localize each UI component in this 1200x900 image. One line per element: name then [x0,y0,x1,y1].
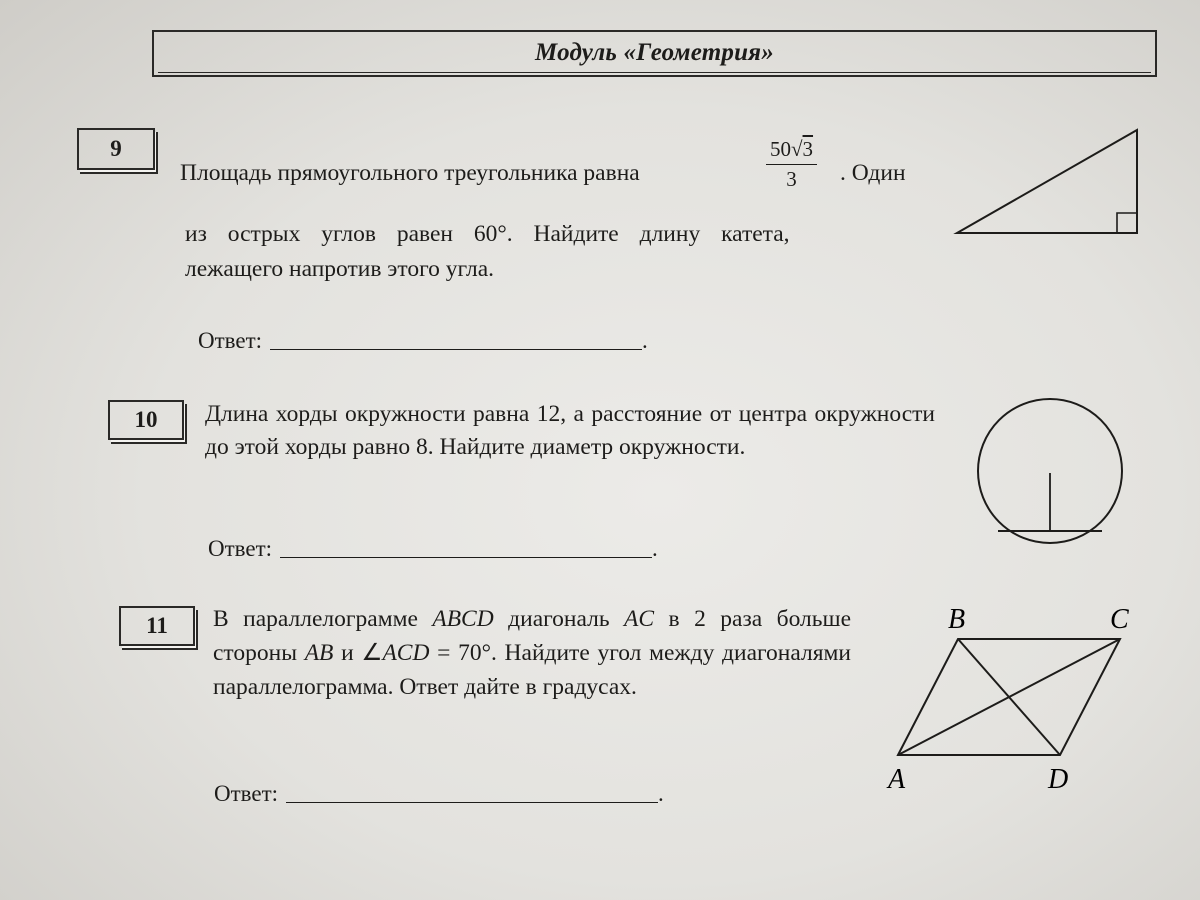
task-11-number: 11 [119,606,195,646]
vertex-label-a: A [888,764,906,795]
sqrt-sign: √ [791,137,803,161]
answer-input-line[interactable] [280,557,652,558]
fraction-denominator: 3 [786,167,797,191]
numerator-coefficient: 50 [770,137,791,161]
task-9-answer-row [198,328,648,354]
task-9-right-triangle-figure [945,120,1160,245]
task-10-text: Длина хорды окружности равна 12, а расстояние от центра окружности до этой хорды равно 8. Найдите диаметр окружности. [205,401,935,460]
answer-end-dot: . [658,781,664,806]
answer-input-line[interactable] [286,802,658,803]
vertex-label-b: B [948,604,966,635]
answer-label: Ответ: [214,781,279,806]
task-9-line-1-end: . Один [840,160,906,186]
text-part: диагональ [493,606,625,632]
numerator-radicand: 3 [802,137,814,161]
task-11-parallelogram-figure [880,598,1150,798]
module-title: Модуль «Геометрия» [535,39,774,66]
var-abcd: ABCD [432,606,494,632]
task-9-line-3: лежащего напротив этого угла. [185,256,495,282]
task-9-number: 9 [77,128,155,170]
text-part: В параллелограмме [213,606,433,632]
task-10-number: 10 [108,400,184,440]
vertex-label-c: C [1110,604,1129,635]
task-9-line-2: из острых углов равен 60°. Найдите длину катета, [185,221,790,247]
answer-label: Ответ: [198,328,263,353]
task-10-answer-row [208,536,658,562]
module-header [152,30,1157,77]
vertex-label-d: D [1048,764,1069,795]
text-part: и ∠ [333,640,383,666]
task-11-text [213,602,851,704]
task-10-circle-chord-figure [970,395,1135,555]
text-part: = 70°. Найдите угол между диагоналями параллелограмма. Ответ дайте в градусах. [213,640,851,700]
var-acd: ACD [382,640,430,666]
var-ab: AB [304,640,334,666]
task-9-line-1 [180,160,640,187]
task-9-area-fraction [766,137,817,192]
answer-end-dot: . [642,328,648,353]
fraction-numerator [766,137,817,162]
answer-label: Ответ: [208,536,273,561]
text-part: в 2 раза больше стороны [213,606,852,666]
answer-end-dot: . [652,536,658,561]
fraction-bar [766,164,817,165]
var-ac: AC [624,606,655,632]
answer-input-line[interactable] [270,349,642,350]
task-9-text-before-fraction: Площадь прямоугольного треугольника равна [180,160,640,186]
task-11-answer-row [214,781,664,807]
